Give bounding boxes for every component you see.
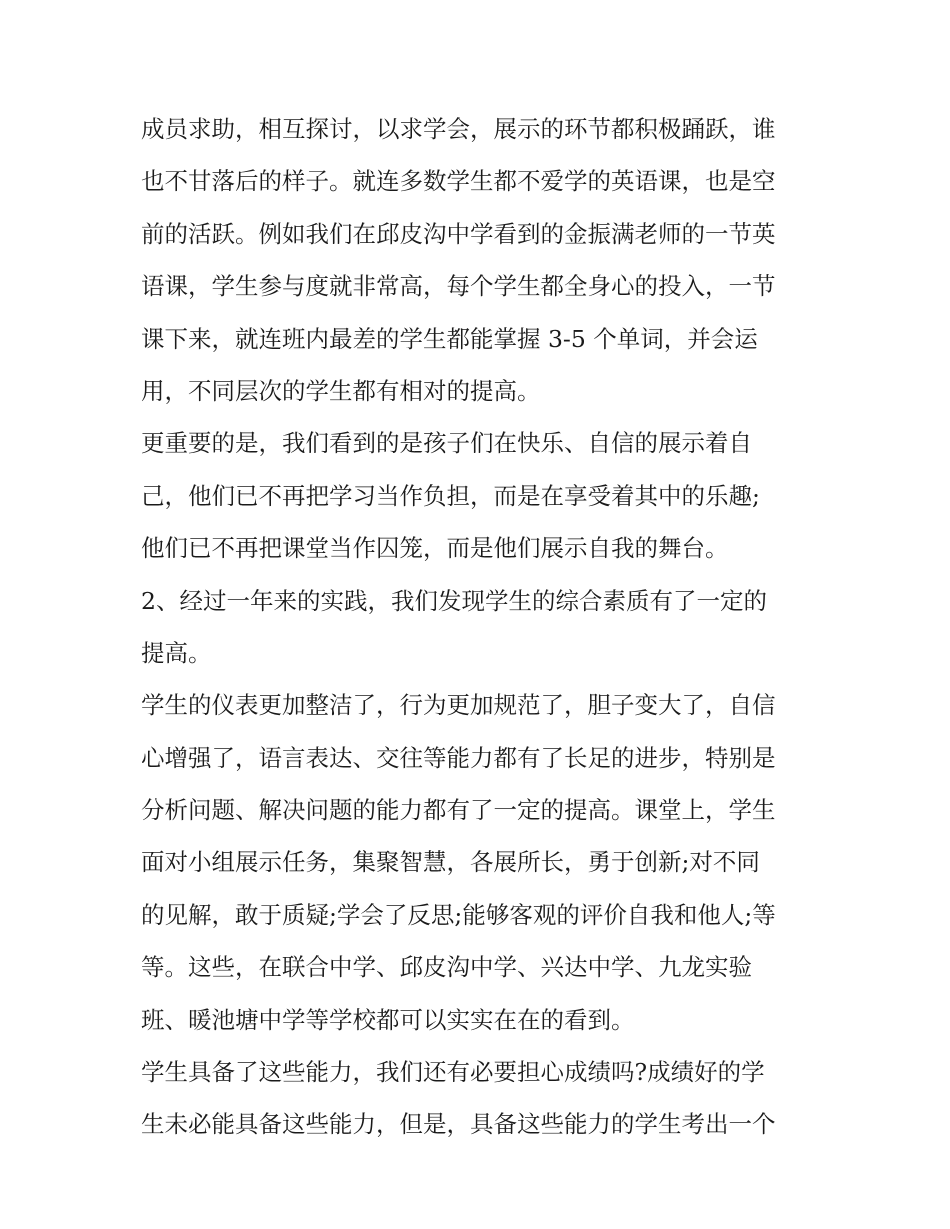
text-line: 他们已不再把课堂当作囚笼，而是他们展示自我的舞台。 — [141, 534, 729, 563]
text-line: 学生的仪表更加整洁了，行为更加规范了，胆子变大了，自信 — [141, 691, 776, 720]
text-line: 语课，学生参与度就非常高，每个学生都全身心的投入，一节 — [141, 272, 776, 301]
text-line: 也不甘落后的样子。就连多数学生都不爱学的英语课，也是空 — [141, 167, 776, 196]
document-body — [141, 103, 821, 1151]
text-line: 2、经过一年来的实践，我们发现学生的综合素质有了一定的 — [141, 586, 767, 615]
text-line: 分析问题、解决问题的能力都有了一定的提高。课堂上，学生 — [141, 796, 776, 825]
text-line: 提高。 — [141, 638, 212, 667]
text-line: 等。这些，在联合中学、邱皮沟中学、兴达中学、九龙实验 — [141, 953, 752, 982]
text-line: 课下来，就连班内最差的学生都能掌握 3-5 个单词，并会运 — [141, 324, 758, 353]
text-line: 心增强了，语言表达、交往等能力都有了长足的进步，特别是 — [141, 743, 776, 772]
text-line: 用，不同层次的学生都有相对的提高。 — [141, 376, 541, 405]
text-line: 成员求助，相互探讨，以求学会，展示的环节都积极踊跃，谁 — [141, 115, 776, 143]
text-line: 的见解，敢于质疑;学会了反思;能够客观的评价自我和他人;等 — [141, 900, 776, 929]
text-line: 更重要的是，我们看到的是孩子们在快乐、自信的展示着自 — [141, 429, 752, 458]
text-line: 面对小组展示任务，集聚智慧，各展所长，勇于创新;对不同 — [141, 848, 760, 877]
text-line: 前的活跃。例如我们在邱皮沟中学看到的金振满老师的一节英 — [141, 219, 776, 248]
text-line: 己，他们已不再把学习当作负担，而是在享受着其中的乐趣; — [141, 481, 760, 510]
text-line: 学生具备了这些能力，我们还有必要担心成绩吗?成绩好的学 — [141, 1058, 765, 1087]
text-line: 班、暖池塘中学等学校都可以实实在在的看到。 — [141, 1005, 635, 1034]
text-line: 生未必能具备这些能力，但是，具备这些能力的学生考出一个 — [141, 1110, 776, 1139]
